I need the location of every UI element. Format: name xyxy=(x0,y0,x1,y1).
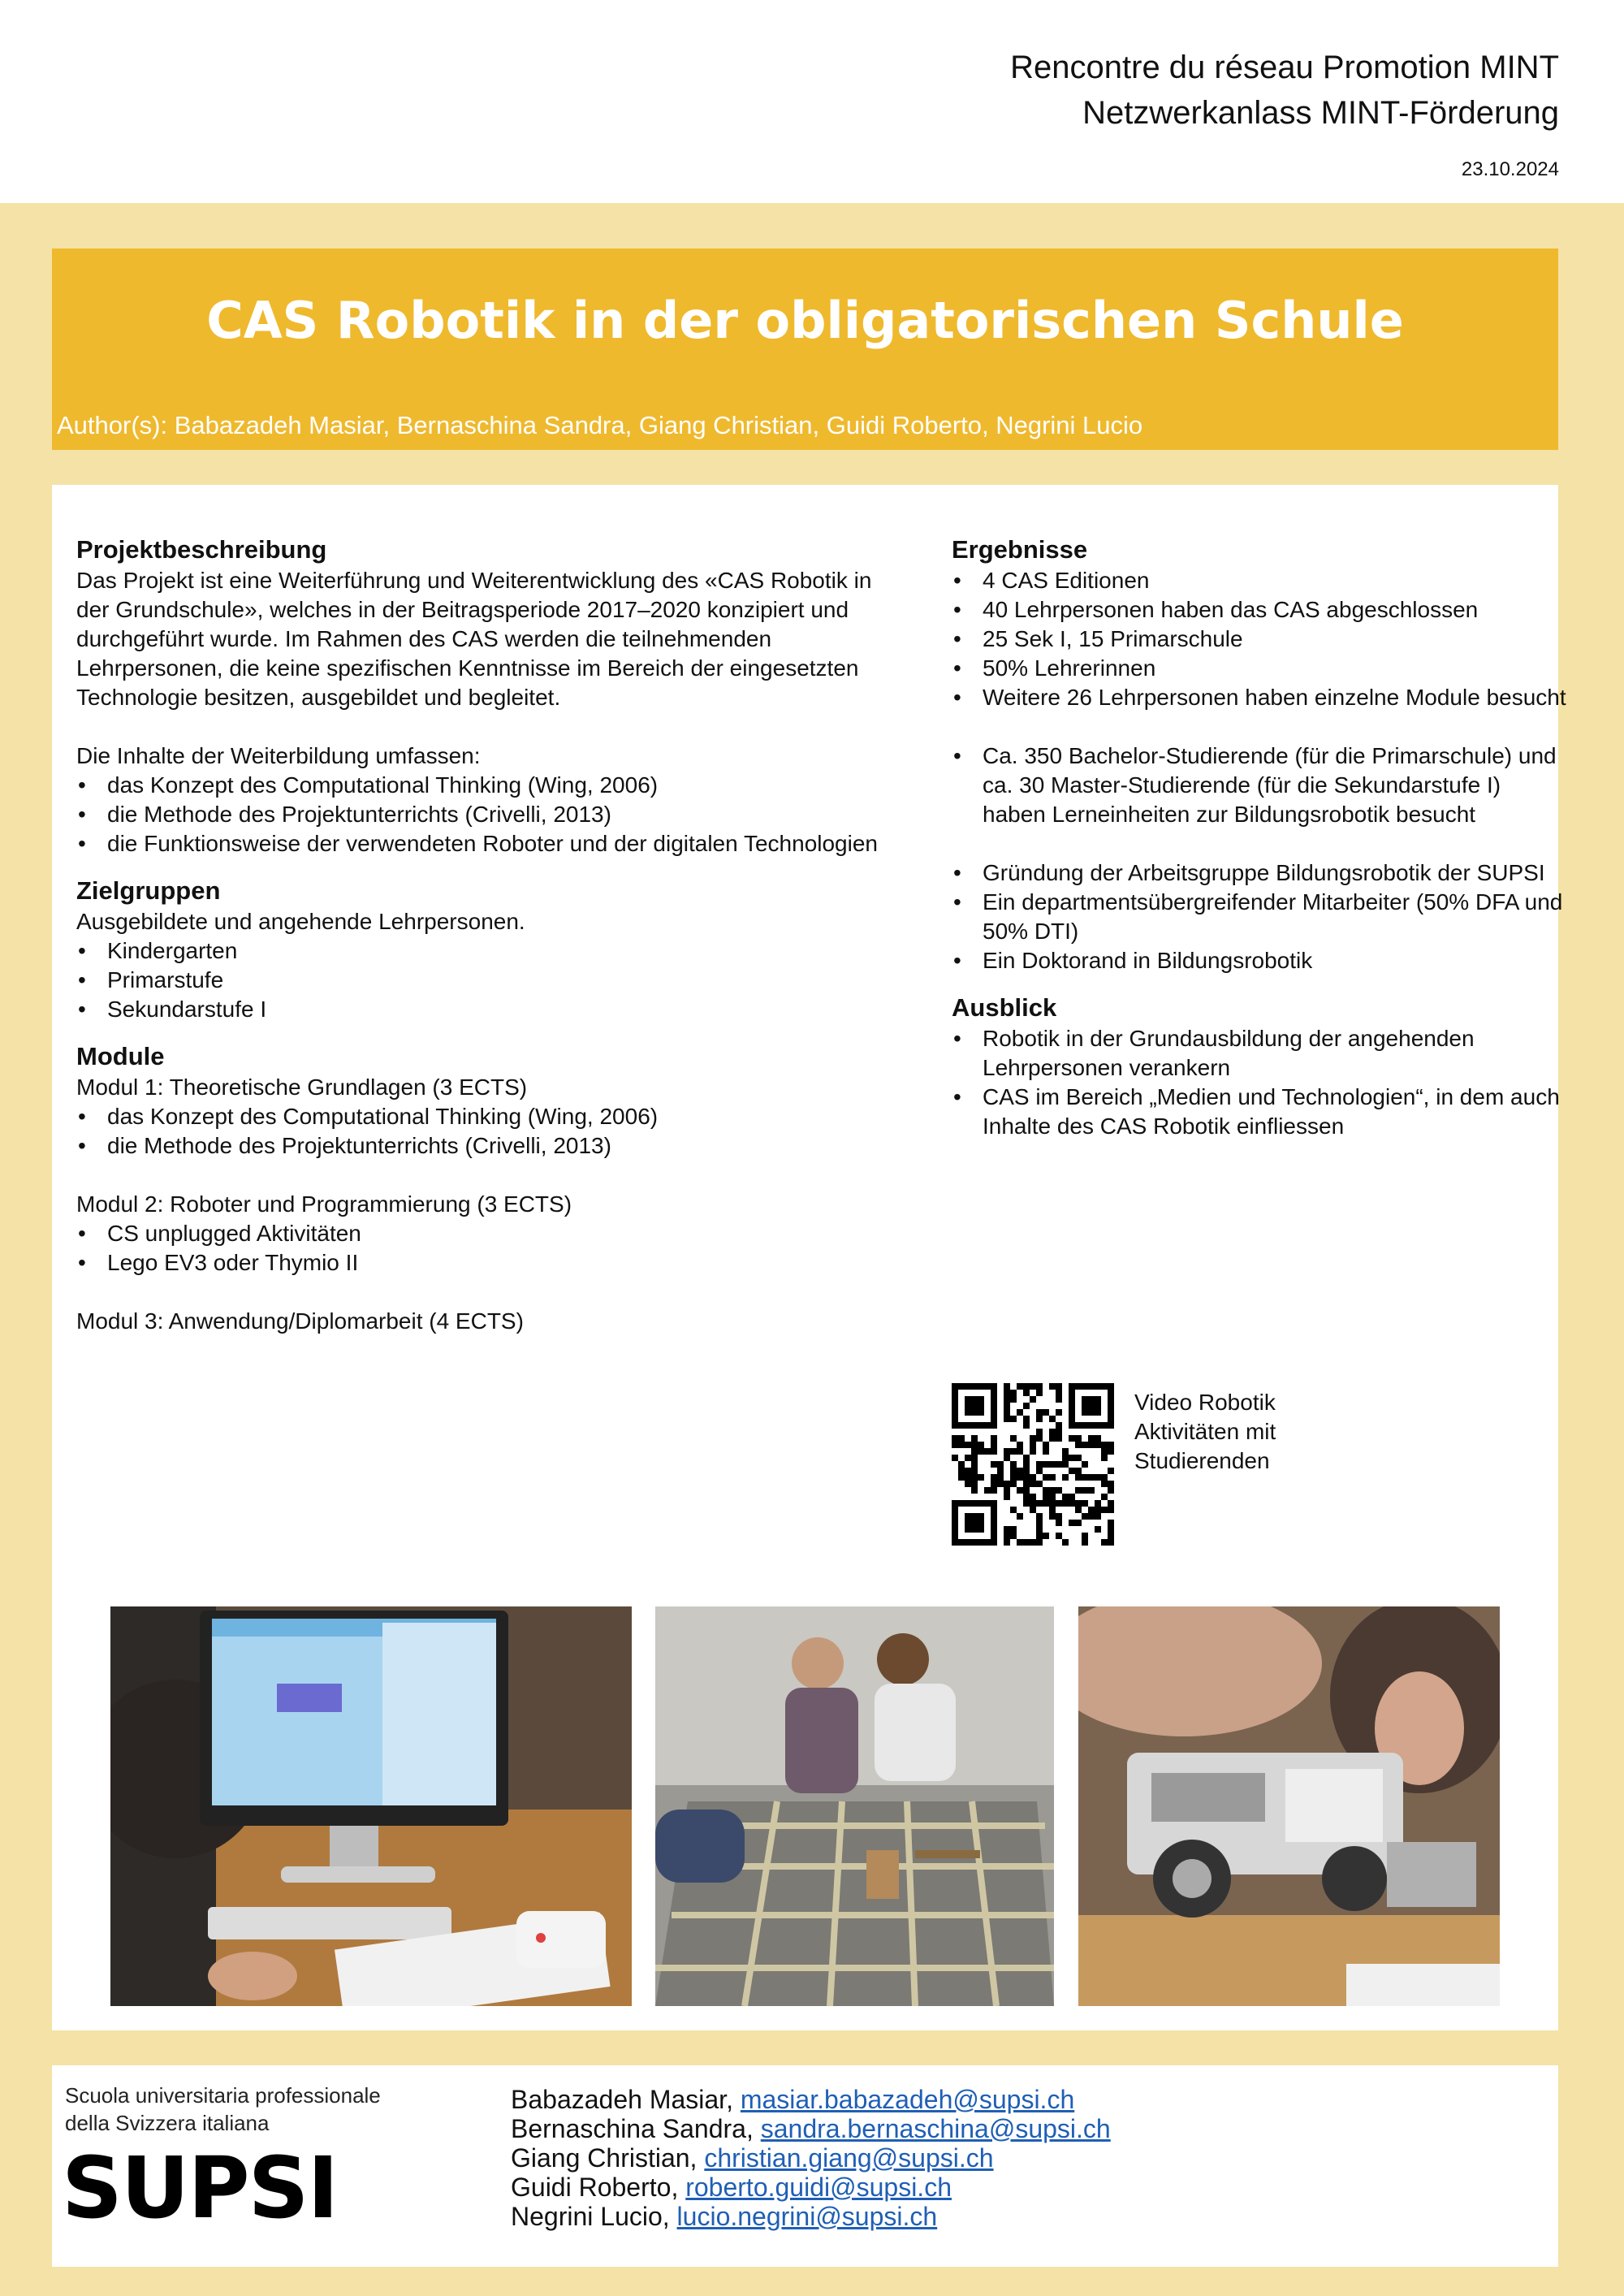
ausblick-heading: Ausblick xyxy=(952,993,1057,1022)
list-item: • Primarstufe xyxy=(76,966,905,995)
contact-email-link[interactable]: lucio.negrini@supsi.ch xyxy=(676,2202,938,2231)
list-item: • Weitere 26 Lehrpersonen haben einzelne Module besucht xyxy=(952,683,1569,712)
content-panel xyxy=(52,485,1566,2030)
projekt-heading: Projektbeschreibung xyxy=(76,535,327,564)
supsi-logo: SUPSI xyxy=(62,2138,338,2238)
list-item: • 25 Sek I, 15 Primarschule xyxy=(952,625,1569,654)
contact-name: Guidi Roberto, xyxy=(511,2173,686,2202)
left-column xyxy=(76,534,905,1336)
contact-item xyxy=(511,2173,1111,2202)
list-item: • die Funktionsweise der verwendeten Roboter und der digitalen Technologien xyxy=(76,829,905,858)
contact-name: Bernaschina Sandra, xyxy=(511,2114,761,2143)
list-item: • Ein departmentsübergreifender Mitarbeiter (50% DFA und 50% DTI) xyxy=(952,888,1569,946)
event-date: 23.10.2024 xyxy=(1461,158,1559,180)
photo-computer-image xyxy=(110,1606,632,2006)
ergebnisse-list-a xyxy=(952,566,1569,712)
contact-list xyxy=(511,2085,1111,2231)
list-item: • CAS im Bereich „Medien und Technologien“, in dem auch Inhalte des CAS Robotik einfliessen xyxy=(952,1083,1569,1141)
qr-code-icon xyxy=(952,1383,1114,1546)
modul3-title: Modul 3: Anwendung/Diplomarbeit (4 ECTS) xyxy=(76,1308,524,1334)
list-item: • Ein Doktorand in Bildungsrobotik xyxy=(952,946,1569,975)
ziel-list xyxy=(76,936,905,1024)
contact-item xyxy=(511,2143,1111,2173)
modul2-title: Modul 2: Roboter und Programmierung (3 ECTS) xyxy=(76,1191,572,1217)
title-banner xyxy=(52,249,1558,450)
photo-computer-robot xyxy=(110,1606,632,2006)
video-qr-code[interactable] xyxy=(952,1383,1114,1546)
module-heading: Module xyxy=(76,1042,165,1070)
list-item: • Ca. 350 Bachelor-Studierende (für die Primarschule) und ca. 30 Master-Studierende (für die Sekundarstufe I) haben Lerneinheiten zur Bildungsrobotik besucht xyxy=(952,742,1569,829)
photo-lego-image xyxy=(1078,1606,1500,2006)
event-title-de: Netzwerkanlass MINT-Förderung xyxy=(1082,95,1559,131)
list-item: • Lego EV3 oder Thymio II xyxy=(76,1248,905,1278)
projekt-text: Das Projekt ist eine Weiterführung und Weiterentwicklung des «CAS Robotik in der Grundschule», welches in der Beitragsperiode 2017–2020 konzipiert und durchgeführt wurde. Im Rahmen des CAS werden die teilnehmenden Lehrpersonen, die keine spezifischen Kenntnisse im Bereich der eingesetzten Technologie besitzen, ausgebildet und begleitet. xyxy=(76,568,872,710)
page-header xyxy=(0,0,1624,203)
contact-email-link[interactable]: christian.giang@supsi.ch xyxy=(704,2143,994,2173)
ziel-heading: Zielgruppen xyxy=(76,876,221,905)
ziel-intro: Ausgebildete und angehende Lehrpersonen. xyxy=(76,909,525,934)
school-name xyxy=(65,2082,381,2137)
ausblick-list xyxy=(952,1024,1569,1141)
photo-children-floor xyxy=(655,1606,1054,2006)
ergebnisse-list-b xyxy=(952,742,1569,829)
ergebnisse-heading: Ergebnisse xyxy=(952,535,1088,564)
list-item: • Sekundarstufe I xyxy=(76,995,905,1024)
page-footer xyxy=(52,2065,1558,2267)
list-item: • 40 Lehrpersonen haben das CAS abgeschlossen xyxy=(952,595,1569,625)
contact-email-link[interactable]: masiar.babazadeh@supsi.ch xyxy=(740,2085,1075,2114)
list-item: • das Konzept des Computational Thinking (Wing, 2006) xyxy=(76,771,905,800)
contact-name: Negrini Lucio, xyxy=(511,2202,677,2231)
qr-label: Video Robotik Aktivitäten mit Studierenden xyxy=(1134,1390,1276,1473)
list-item: • die Methode des Projektunterrichts (Crivelli, 2013) xyxy=(76,800,905,829)
school-name-line1: Scuola universitaria professionale xyxy=(65,2083,381,2108)
event-title xyxy=(1010,45,1559,136)
list-item: • 4 CAS Editionen xyxy=(952,566,1569,595)
photo-lego-robot xyxy=(1078,1606,1500,2006)
list-item: • die Methode des Projektunterrichts (Crivelli, 2013) xyxy=(76,1131,905,1161)
contact-name: Giang Christian, xyxy=(511,2143,705,2173)
contact-name: Babazadeh Masiar, xyxy=(511,2085,741,2114)
list-item: • CS unplugged Aktivitäten xyxy=(76,1219,905,1248)
right-column xyxy=(952,534,1569,1141)
list-item: • das Konzept des Computational Thinking (Wing, 2006) xyxy=(76,1102,905,1131)
list-item: • Kindergarten xyxy=(76,936,905,966)
event-title-fr: Rencontre du réseau Promotion MINT xyxy=(1010,50,1559,85)
contact-email-link[interactable]: roberto.guidi@supsi.ch xyxy=(685,2173,952,2202)
photo-floor-image xyxy=(655,1606,1054,2006)
modul1-title: Modul 1: Theoretische Grundlagen (3 ECTS) xyxy=(76,1074,528,1100)
poster-title: CAS Robotik in der obligatorischen Schule xyxy=(206,291,1404,350)
modul1-list xyxy=(76,1102,905,1161)
contact-item xyxy=(511,2114,1111,2143)
school-name-line2: della Svizzera italiana xyxy=(65,2111,270,2135)
contact-item xyxy=(511,2202,1111,2231)
modul2-list xyxy=(76,1219,905,1278)
list-item: • Gründung der Arbeitsgruppe Bildungsrobotik der SUPSI xyxy=(952,858,1569,888)
list-item: • Robotik in der Grundausbildung der angehenden Lehrpersonen verankern xyxy=(952,1024,1569,1083)
authors-line: Author(s): Babazadeh Masiar, Bernaschina Sandra, Giang Christian, Guidi Roberto, Negrini Lucio xyxy=(57,411,1143,439)
inhalte-intro: Die Inhalte der Weiterbildung umfassen: xyxy=(76,743,481,768)
list-item: • 50% Lehrerinnen xyxy=(952,654,1569,683)
inhalte-list xyxy=(76,771,905,858)
ergebnisse-list-c xyxy=(952,858,1569,975)
contact-email-link[interactable]: sandra.bernaschina@supsi.ch xyxy=(760,2114,1111,2143)
contact-item xyxy=(511,2085,1111,2114)
